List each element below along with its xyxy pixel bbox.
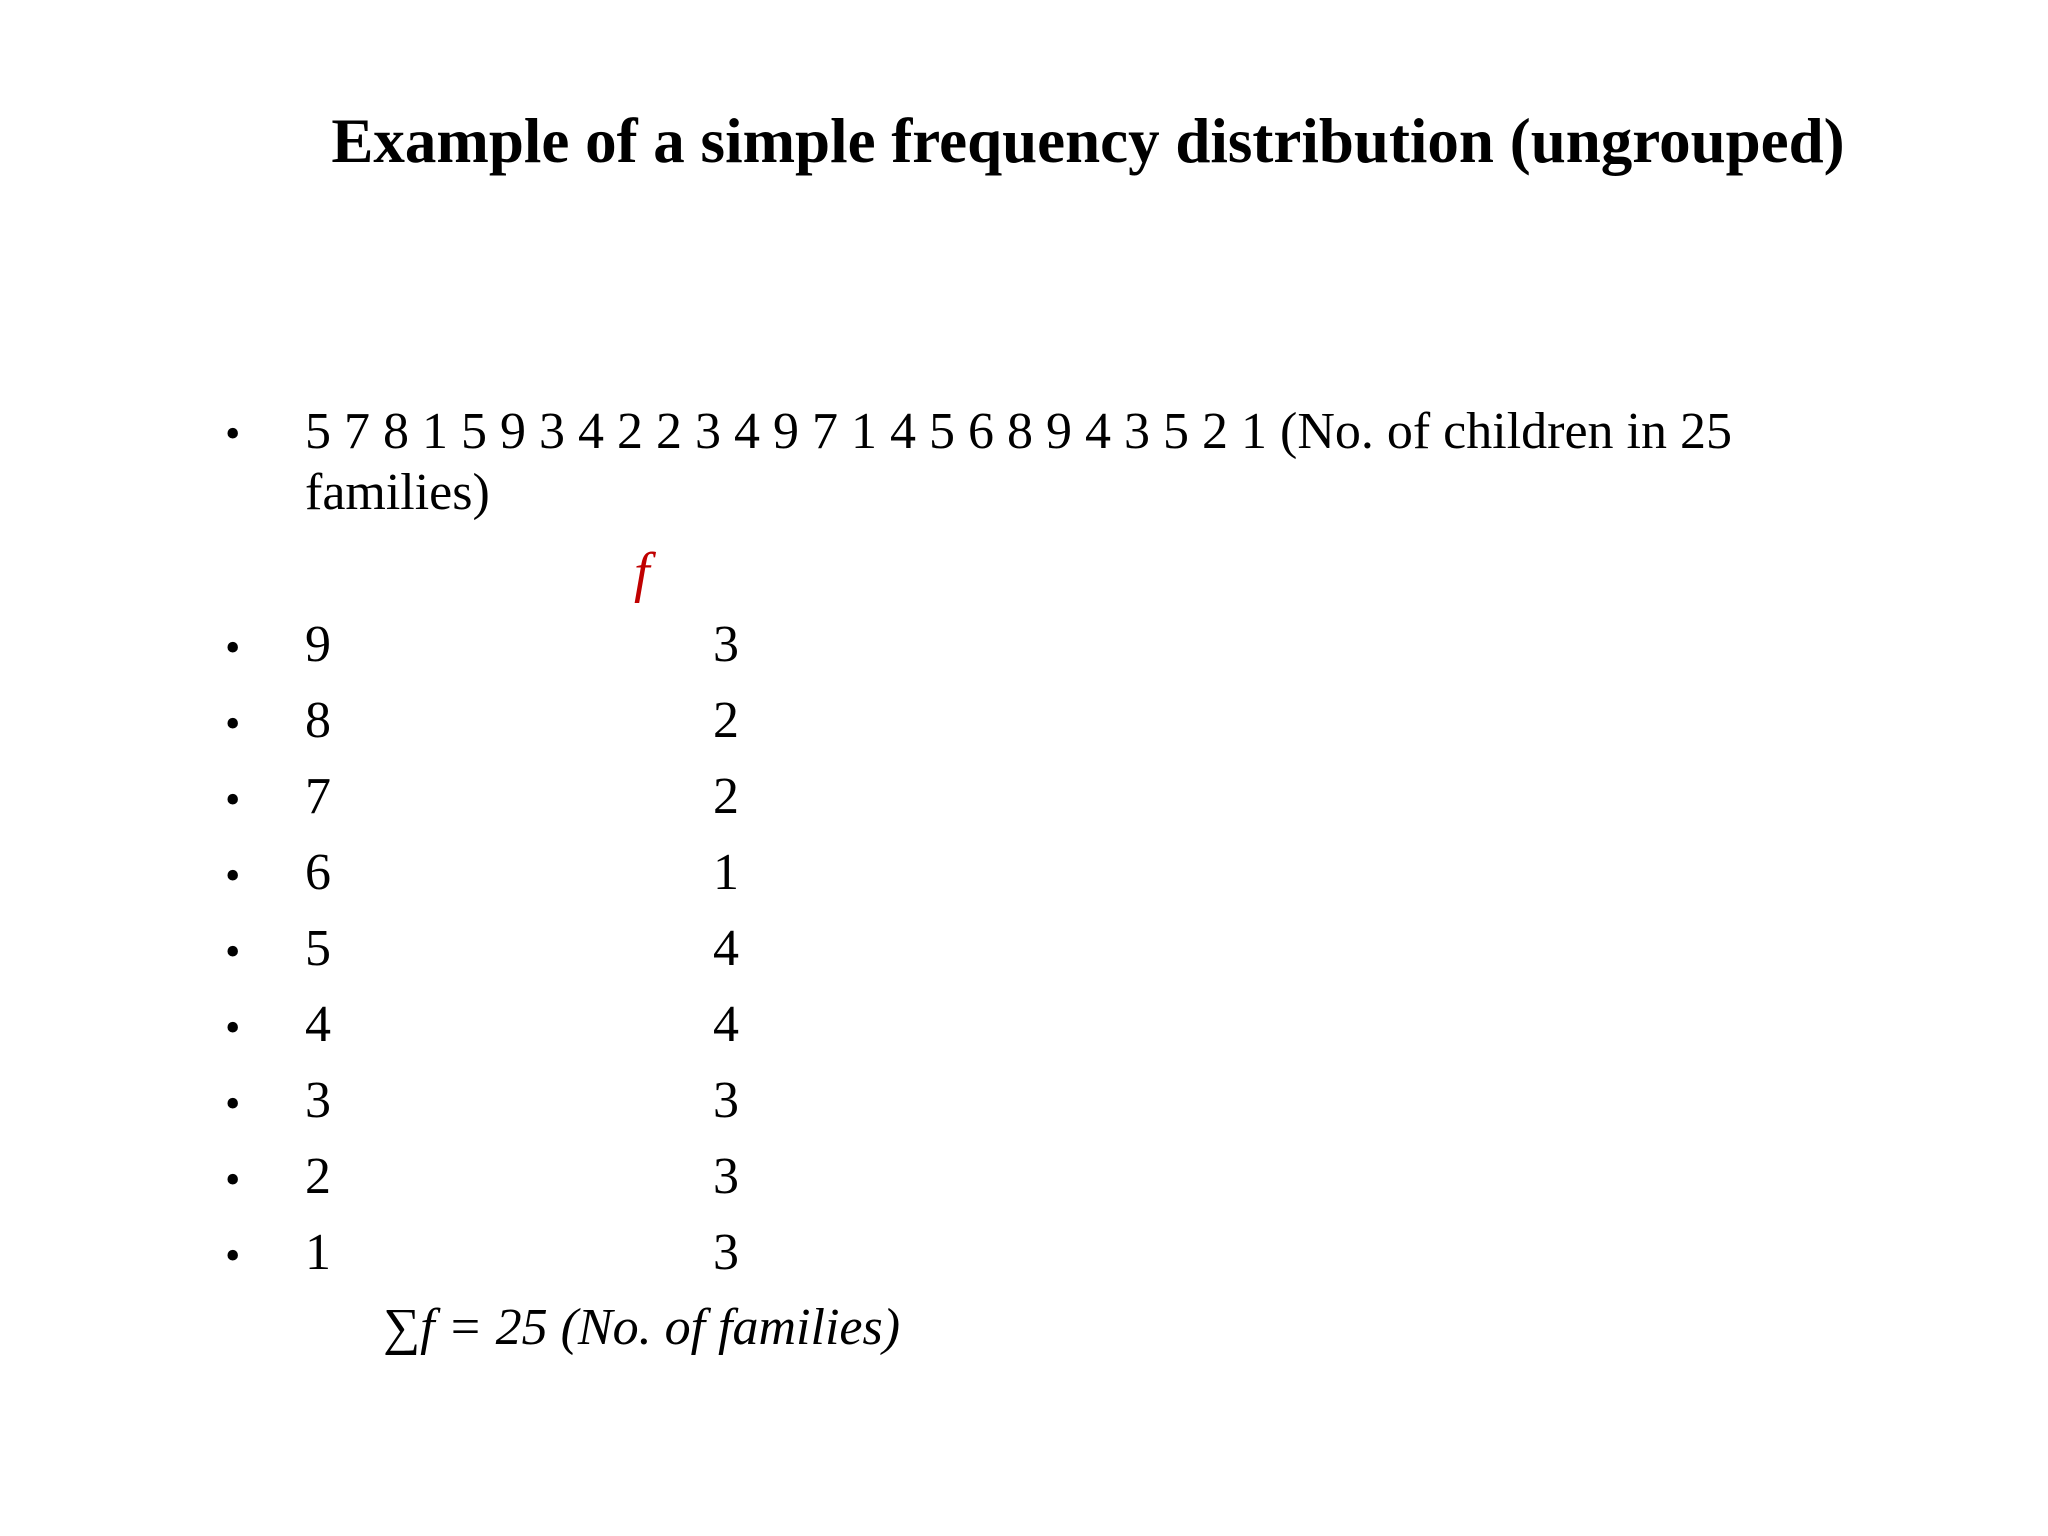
bullet-icon: • bbox=[225, 699, 241, 748]
bullet-icon: • bbox=[225, 1231, 241, 1280]
row-value: 6 bbox=[305, 844, 331, 901]
row-frequency: 3 bbox=[713, 1148, 739, 1205]
row-value: 7 bbox=[305, 768, 331, 825]
bullet-icon: • bbox=[225, 623, 241, 672]
row-frequency: 4 bbox=[713, 920, 739, 977]
bullet-icon: • bbox=[225, 409, 241, 458]
row-frequency: 2 bbox=[713, 768, 739, 825]
bullet-icon: • bbox=[225, 1003, 241, 1052]
frequency-sum: ∑f = 25 (No. of families) bbox=[383, 1299, 901, 1356]
row-value: 8 bbox=[305, 692, 331, 749]
bullet-icon: • bbox=[225, 1155, 241, 1204]
bullet-icon: • bbox=[225, 775, 241, 824]
row-value: 5 bbox=[305, 920, 331, 977]
bullet-icon: • bbox=[225, 851, 241, 900]
row-frequency: 3 bbox=[713, 1224, 739, 1281]
raw-data-text: 5 7 8 1 5 9 3 4 2 2 3 4 9 7 1 4 5 6 8 9 4 3 5 2 1 (No. of children in 25 bbox=[305, 403, 1733, 460]
row-value: 2 bbox=[305, 1148, 331, 1205]
bullet-icon: • bbox=[225, 1079, 241, 1128]
row-value: 4 bbox=[305, 996, 331, 1053]
row-value: 1 bbox=[305, 1224, 331, 1281]
row-value: 9 bbox=[305, 616, 331, 673]
row-frequency: 2 bbox=[713, 692, 739, 749]
row-frequency: 3 bbox=[713, 1072, 739, 1129]
row-frequency: 3 bbox=[713, 616, 739, 673]
frequency-column-header: f bbox=[634, 542, 650, 604]
raw-data-text-continuation: families) bbox=[305, 464, 490, 521]
bullet-icon: • bbox=[225, 927, 241, 976]
row-frequency: 4 bbox=[713, 996, 739, 1053]
slide-title: Example of a simple frequency distribution (ungrouped) bbox=[331, 106, 1845, 176]
row-frequency: 1 bbox=[713, 844, 739, 901]
row-value: 3 bbox=[305, 1072, 331, 1129]
